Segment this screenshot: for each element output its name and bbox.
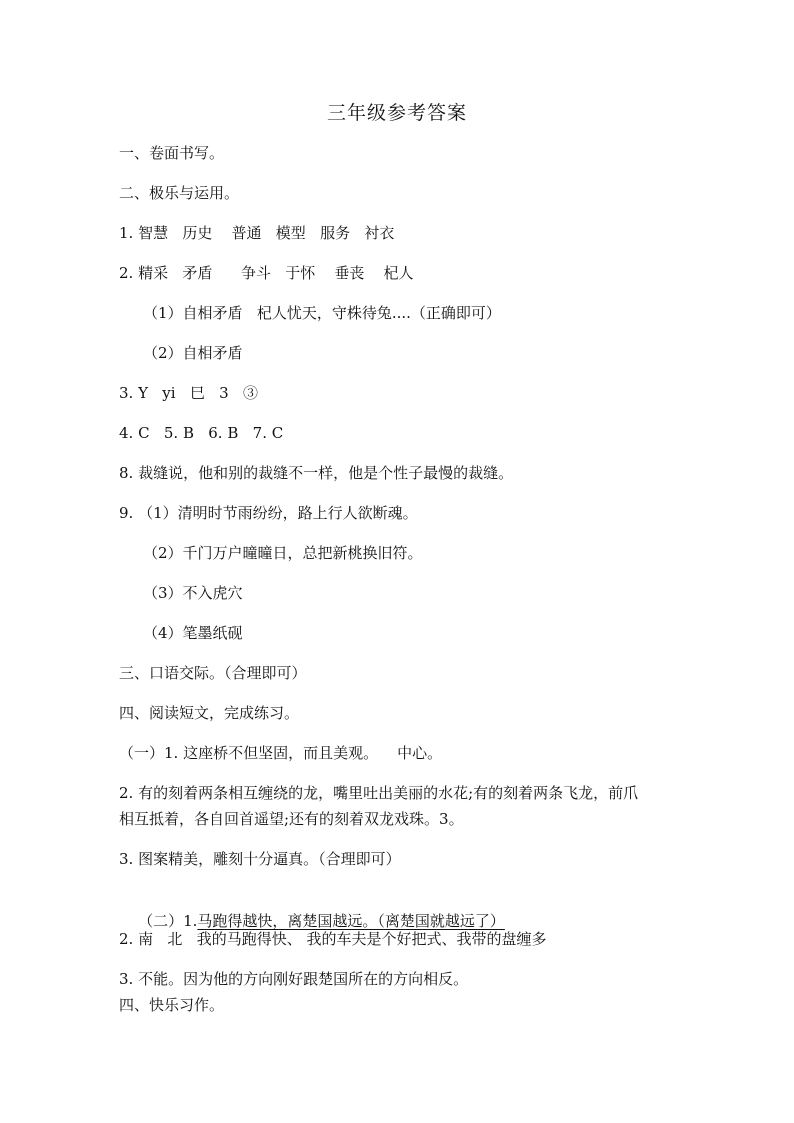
underlined-answer: 马跑得越快，离楚国越远。（离楚国就越远了） xyxy=(197,912,505,930)
answer-line: 3. 图案精美，雕刻十分逼真。（合理即可） xyxy=(119,850,401,868)
answer-line: （3）不入虎穴 xyxy=(143,584,243,602)
section-1-heading: 一、卷面书写。 xyxy=(119,144,225,162)
answer-line: 8. 裁缝说，他和别的裁缝不一样，他是个性子最慢的裁缝。 xyxy=(119,464,514,482)
answer-line: 4. C 5. B 6. B 7. C xyxy=(119,424,284,442)
page-title: 三年级参考答案 xyxy=(326,102,467,124)
answer-line: 2. 南 北 我的马跑得快、 我的车夫是个好把式、我带的盘缠多 xyxy=(119,930,547,948)
answer-line: 9. （1）清明时节雨纷纷，路上行人欲断魂。 xyxy=(119,504,418,522)
answer-line: （4）笔墨纸砚 xyxy=(143,624,243,642)
answer-line: 2. 精采 矛盾 争斗 于怀 垂丧 杞人 xyxy=(119,264,414,282)
answer-line: 3. Y yi 巳 3 ③ xyxy=(119,384,259,402)
section-3-heading: 三、口语交际。（合理即可） xyxy=(119,664,307,682)
answer-line: 相互抵着，各自回首遥望;还有的刻着双龙戏珠。3。 xyxy=(119,810,464,828)
answer-line: （2）千门万户曈曈日，总把新桃换旧符。 xyxy=(143,544,423,562)
answer-line: （2）自相矛盾 xyxy=(143,344,243,362)
answer-line: 3. 不能。因为他的方向刚好跟楚国所在的方向相反。 xyxy=(119,970,469,988)
answer-line: （一）1. 这座桥不但坚固，而且美观。 中心。 xyxy=(119,744,443,762)
answer-prefix: （二）1. xyxy=(138,912,198,930)
section-4-heading: 四、阅读短文，完成练习。 xyxy=(119,704,300,722)
answer-line: （1）自相矛盾 杞人忧天，守株待兔....（正确即可） xyxy=(143,304,501,322)
answer-line: 1. 智慧 历史 普通 模型 服务 衬衣 xyxy=(119,224,395,242)
answer-line: 2. 有的刻着两条相互缠绕的龙，嘴里吐出美丽的水花;有的刻着两条飞龙，前爪 xyxy=(119,784,639,802)
section-4b-heading: 四、快乐习作。 xyxy=(119,996,225,1014)
section-2-heading: 二、极乐与运用。 xyxy=(119,184,240,202)
